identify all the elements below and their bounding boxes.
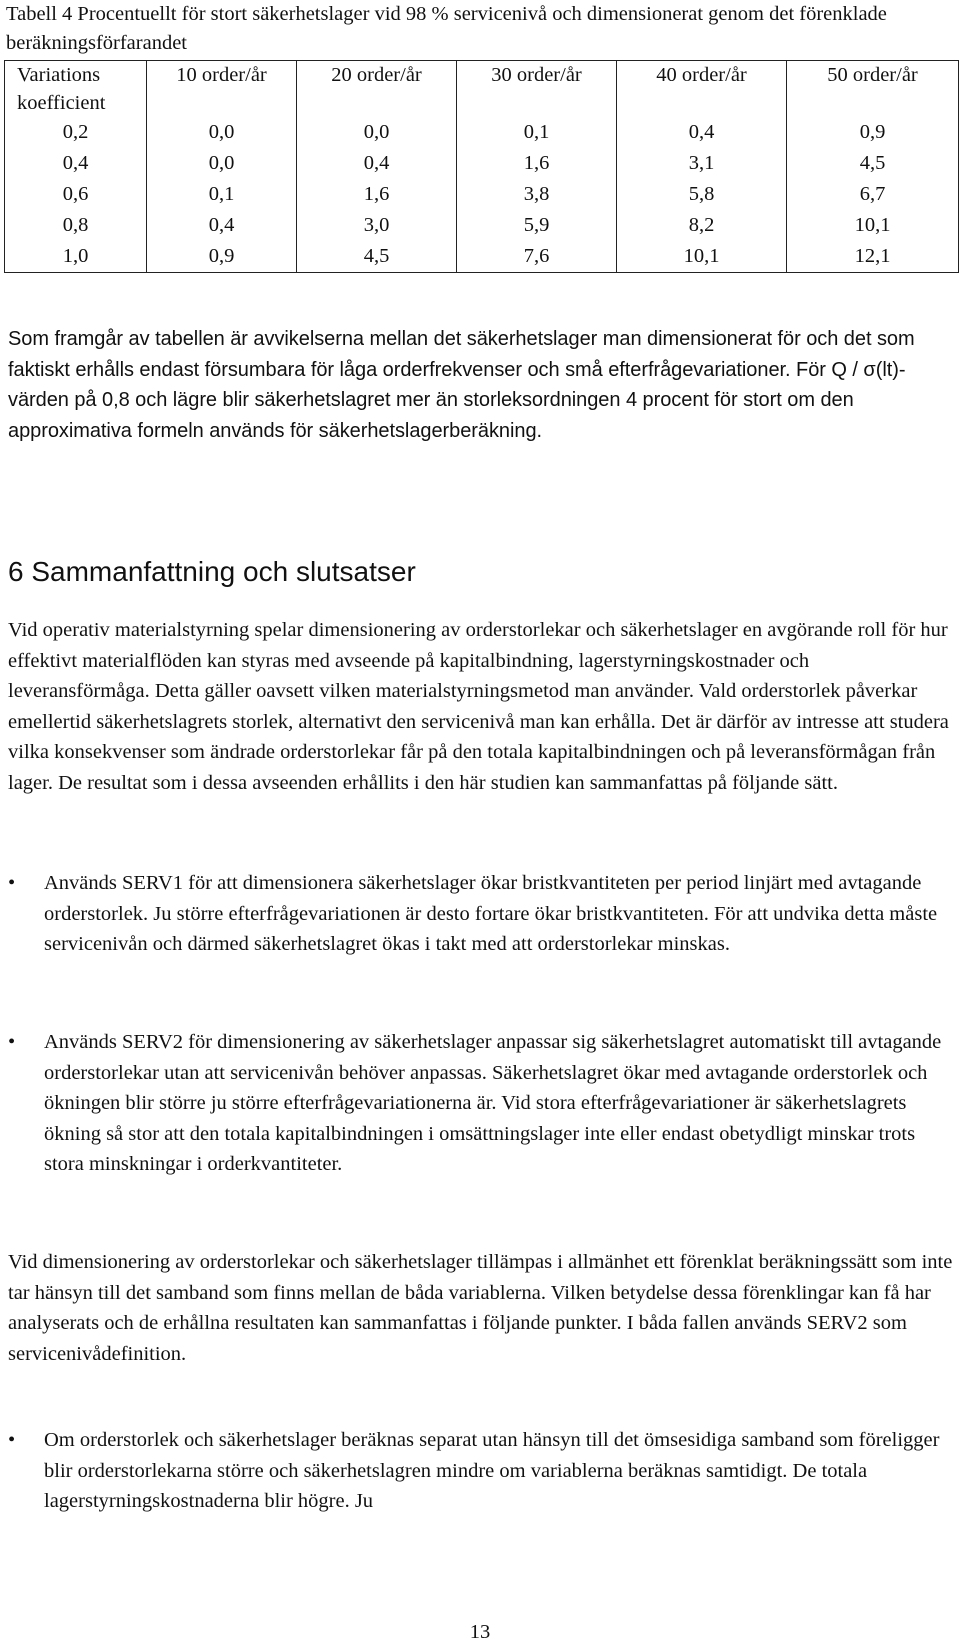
table-cell: 4,5 <box>787 148 959 179</box>
table-cell: 0,0 <box>147 117 297 148</box>
page-number: 13 <box>469 1621 491 1643</box>
table-cell: 0,0 <box>297 117 457 148</box>
table-cell: 0,4 <box>297 148 457 179</box>
paragraph-summary-intro: Vid operativ materialstyrning spelar dimensionering av orderstorlekar och säkerhetslager en avgörande roll för hur effektivt materialflöden kan styras med avseende på kapitalbindning, lagerstyrningskostnader och leveransförmåga. Detta gäller oavsett vilken materialstyrningsmetod man använder. Vald orderstorlek påverkar emellertid säkerhetslagrets storlek, alternativt den servicenivå man kan erhålla. Det är därför av intresse att studera vilka konsekvenser som ändrade orderstorlekar får på den totala kapitalbindningen och på leveransförmågan från lager. De resultat som i dessa avseenden erhållits i den här studien kan sammanfattas på följande sätt. <box>8 619 949 794</box>
table-cell: 0,1 <box>147 179 297 210</box>
table-cell: 0,6 <box>5 179 147 210</box>
table-header-row <box>5 61 959 118</box>
table-cell: 0,9 <box>787 117 959 148</box>
bullet-text: Om orderstorlek och säkerhetslager beräknas separat utan hänsyn till det ömsesidiga samband som föreligger blir orderstorlekarna större och säkerhetslagren mindre om variablerna beräknas samtidigt. De totala lagerstyrningskostnaderna blir högre. Ju <box>44 1429 940 1512</box>
table-cell: 1,0 <box>5 241 147 273</box>
table-row <box>5 241 959 273</box>
table-cell: 1,6 <box>297 179 457 210</box>
table-cell: 8,2 <box>617 210 787 241</box>
table-cell: 10,1 <box>617 241 787 273</box>
table-cell: 5,9 <box>457 210 617 241</box>
table-cell: 3,0 <box>297 210 457 241</box>
bullet-icon: • <box>8 872 16 894</box>
table-row <box>5 117 959 148</box>
table-row <box>5 210 959 241</box>
table-header-cell: 30 order/år <box>457 61 617 118</box>
table-cell: 0,0 <box>147 148 297 179</box>
paragraph-simplified-method: Vid dimensionering av orderstorlekar och säkerhetslager tillämpas i allmänhet ett förenklat beräkningssätt som inte tar hänsyn till det samband som finns mellan de båda variablerna. Vilken betydelse dessa förenklingar kan få har analyserats och de erhållna resultaten kan sammanfattas i följande punkter. I båda fallen används SERV2 som servicenivådefinition. <box>8 1251 953 1365</box>
table-row <box>5 179 959 210</box>
table-cell: 0,2 <box>5 117 147 148</box>
table-cell: 6,7 <box>787 179 959 210</box>
paragraph-table-discussion: Som framgår av tabellen är avvikelserna mellan det säkerhetslager man dimensionerat för och det som faktiskt erhålls endast försumbara för låga orderfrekvenser och små efterfrågevariationer. För Q / σ(lt)-värden på 0,8 och lägre blir säkerhetslagret mer än storleksordningen 4 procent för stort om den approximativa formeln används för säkerhetslagerberäkning. <box>8 328 915 442</box>
bullet-text: Används SERV2 för dimensionering av säkerhetslager anpassar sig säkerhetslagret automatiskt till avtagande orderstorlekar utan att servicenivån behöver anpassas. Säkerhetslagret ökar med avtagande orderstorlek och ökningen blir större ju större efterfrågevariationerna är. Vid stora efterfrågevariationer är säkerhetslagrets ökning så stor att den totala kapitalbindningen i omsättningslager inte eller endast obetydligt minskar trots stora minskningar i orderkvantiteter. <box>44 1031 942 1175</box>
table-row <box>5 148 959 179</box>
table-cell: 0,9 <box>147 241 297 273</box>
table-cell: 7,6 <box>457 241 617 273</box>
table-header-cell: Variations koefficient <box>5 61 147 118</box>
table-header-cell: 20 order/år <box>297 61 457 118</box>
table-cell: 12,1 <box>787 241 959 273</box>
table-header-cell: 40 order/år <box>617 61 787 118</box>
data-table <box>4 60 959 273</box>
bullet-text: Används SERV1 för att dimensionera säkerhetslager ökar bristkvantiteten per period linjärt med avtagande orderstorlek. Ju större efterfrågevariationen är desto fortare ökar bristkvantiteten. För att undvika detta måste servicenivån och därmed säkerhetslagret ökas i takt med att orderstorlekar minskas. <box>44 872 938 955</box>
table-cell: 10,1 <box>787 210 959 241</box>
table-header-cell: 10 order/år <box>147 61 297 118</box>
table-header-cell: 50 order/år <box>787 61 959 118</box>
table-cell: 0,1 <box>457 117 617 148</box>
bullet-icon: • <box>8 1429 16 1451</box>
table-cell: 3,1 <box>617 148 787 179</box>
table-cell: 0,4 <box>5 148 147 179</box>
table-cell: 5,8 <box>617 179 787 210</box>
table-caption: Tabell 4 Procentuellt för stort säkerhetslager vid 98 % servicenivå och dimensionerat genom det förenklade beräkningsförfarandet <box>6 3 887 54</box>
table-cell: 0,4 <box>617 117 787 148</box>
section-heading: 6 Sammanfattning och slutsatser <box>8 556 416 587</box>
table-cell: 0,4 <box>147 210 297 241</box>
table-cell: 1,6 <box>457 148 617 179</box>
table-cell: 4,5 <box>297 241 457 273</box>
table-cell: 0,8 <box>5 210 147 241</box>
bullet-icon: • <box>8 1031 16 1053</box>
table-cell: 3,8 <box>457 179 617 210</box>
